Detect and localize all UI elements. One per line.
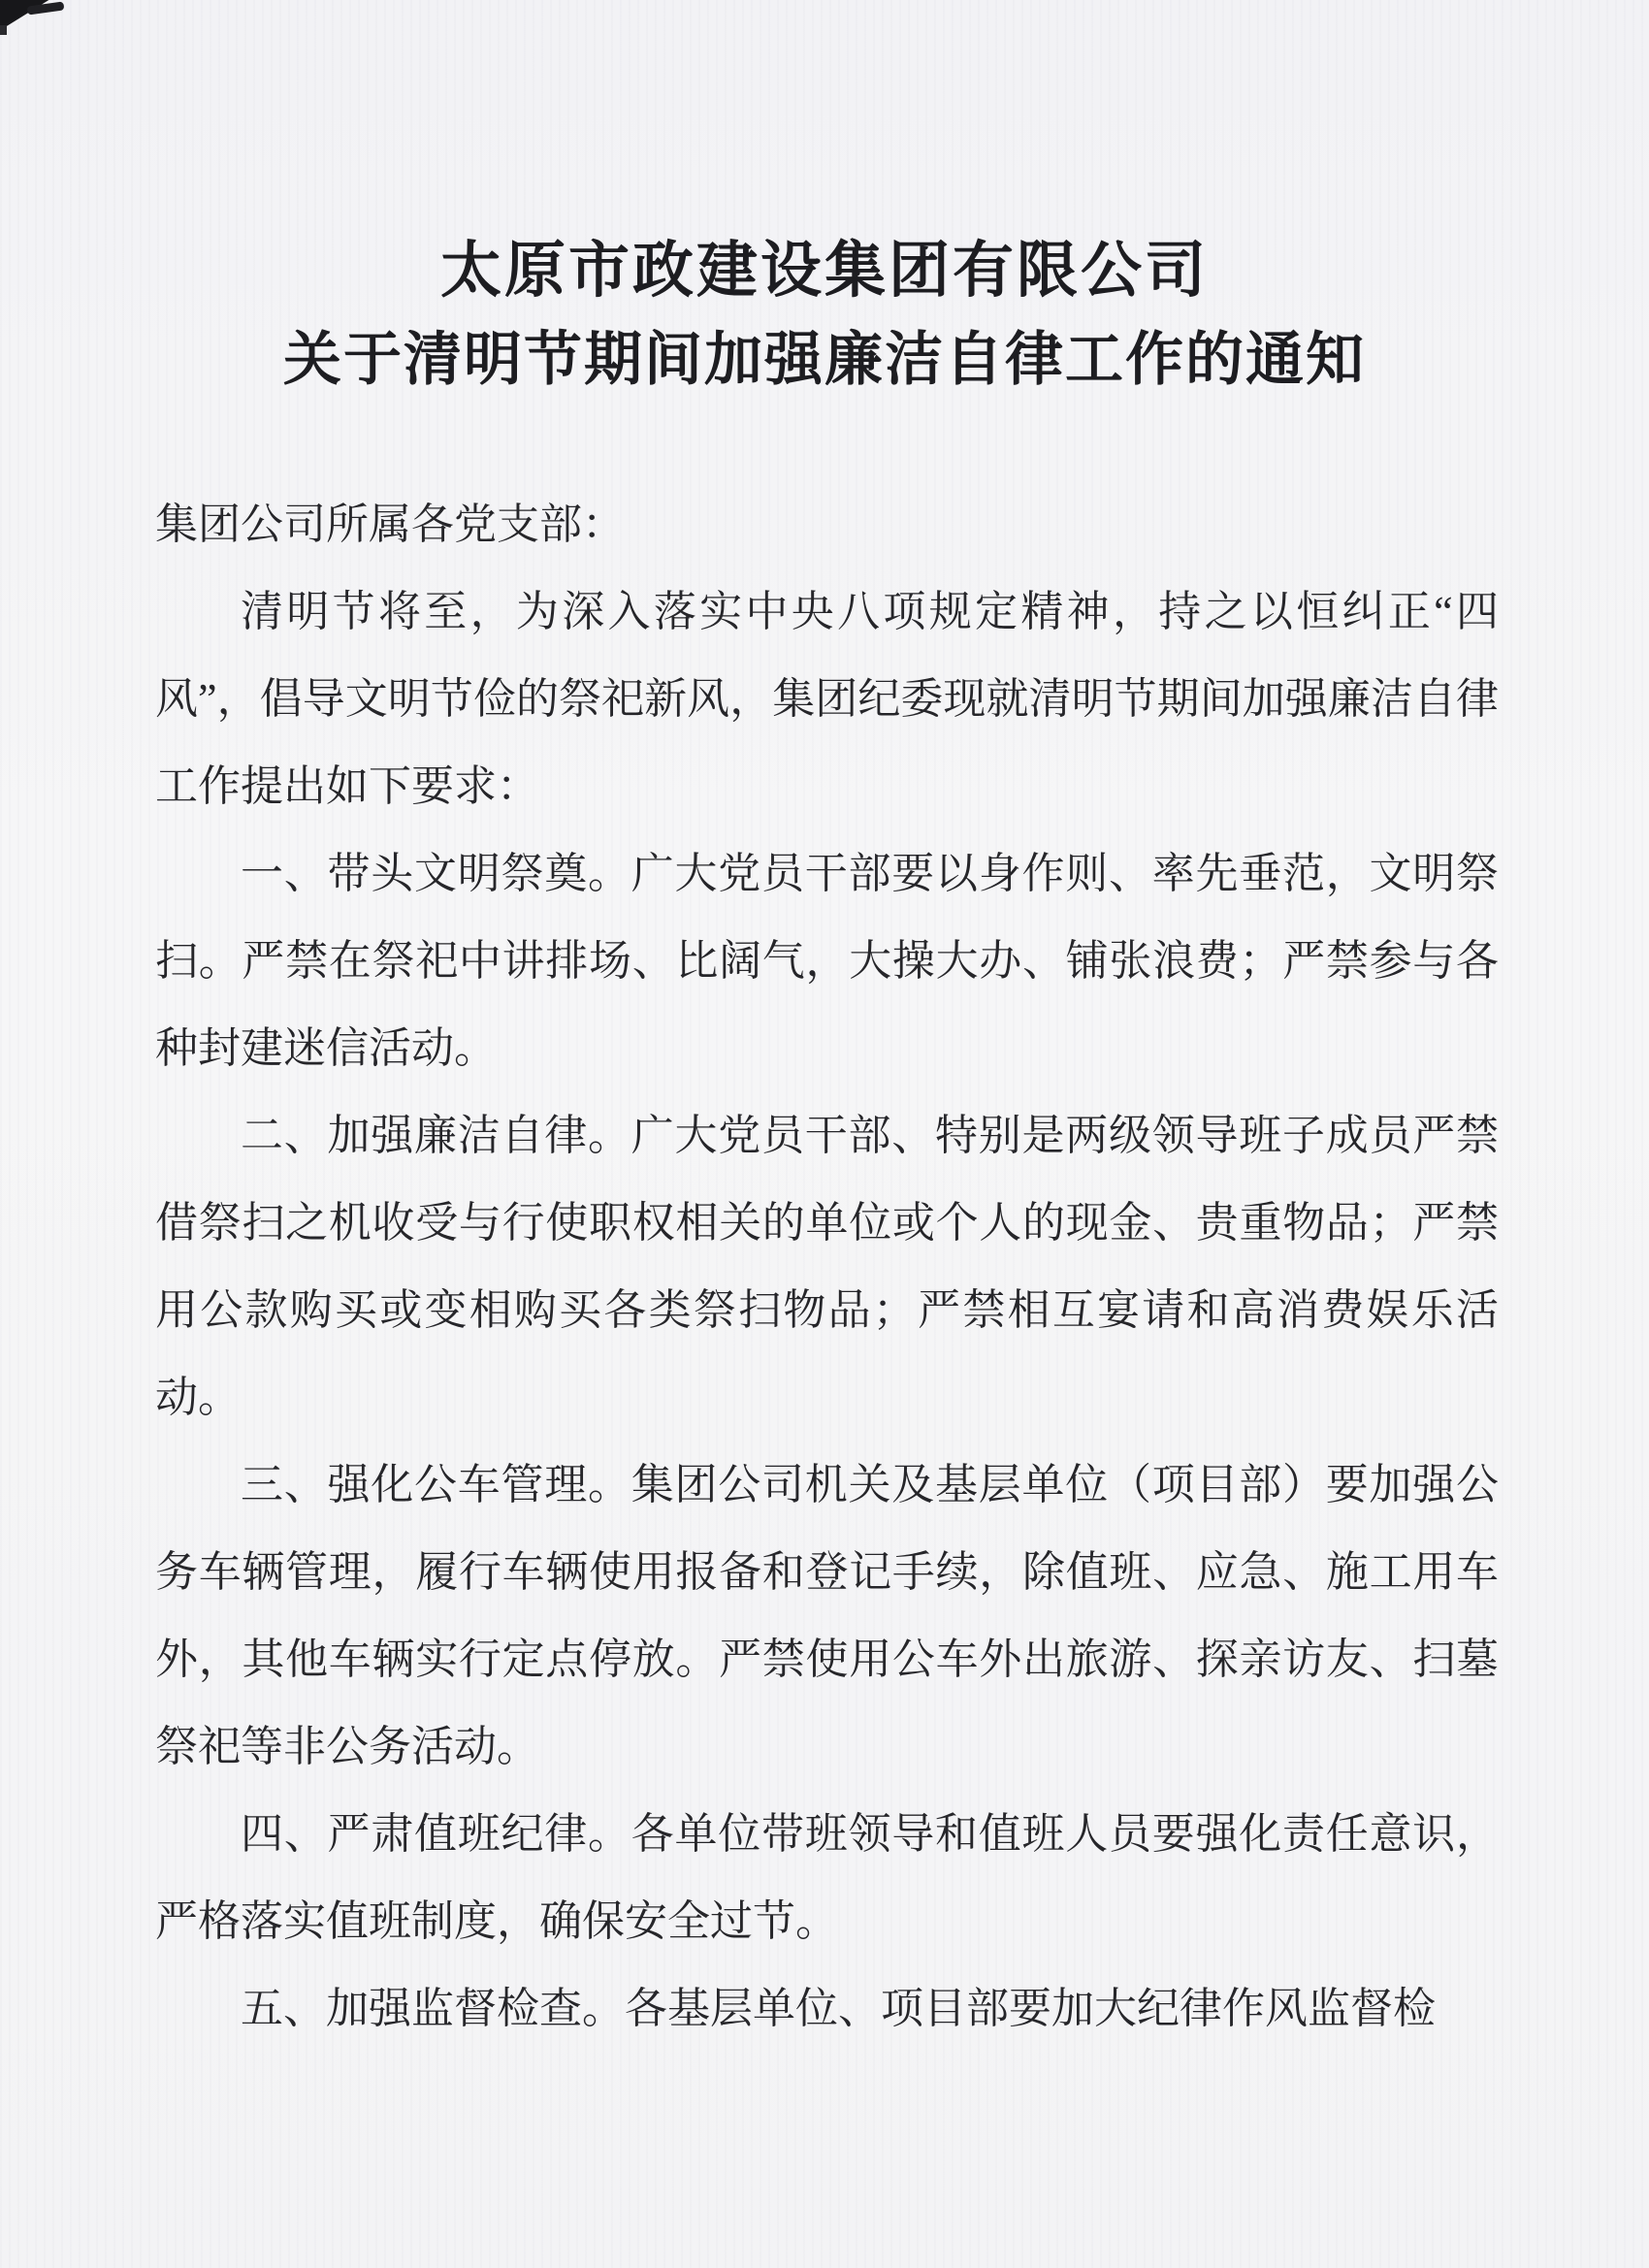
document-title-block — [0, 0, 1649, 392]
paragraph-intro: 清明节将至，为深入落实中央八项规定精神，持之以恒纠正“四风”，倡导文明节俭的祭祀新风，集团纪委现就清明节期间加强廉洁自律工作提出如下要求： — [155, 588, 1499, 810]
document-title-subject: 关于清明节期间加强廉洁自律工作的通知 — [283, 328, 1366, 392]
scan-artifact-dot — [0, 25, 7, 35]
paragraph-item-2: 二、加强廉洁自律。广大党员干部、特别是两级领导班子成员严禁借祭扫之机收受与行使职权相关的单位或个人的现金、贵重物品；严禁用公款购买或变相购买各类祭扫物品；严禁相互宴请和高消费娱乐活动。 — [155, 1112, 1499, 1421]
paragraph-item-5: 五、加强监督检查。各基层单位、项目部要加大纪律作风监督检 — [241, 1985, 1436, 2032]
paragraph-item-4: 四、严肃值班纪律。各单位带班领导和值班人员要强化责任意识，严格落实值班制度，确保安全过节。 — [155, 1810, 1499, 1945]
document-body — [155, 481, 1499, 2053]
salutation-line: 集团公司所属各党支部： — [155, 501, 625, 548]
document-title-company: 太原市政建设集团有限公司 — [440, 237, 1209, 305]
paragraph-item-3: 三、强化公车管理。集团公司机关及基层单位（项目部）要加强公务车辆管理，履行车辆使用报备和登记手续，除值班、应急、施工用车外，其他车辆实行定点停放。严禁使用公车外出旅游、探亲访友、扫墓祭祀等非公务活动。 — [155, 1461, 1499, 1770]
paragraph-item-1: 一、带头文明祭奠。广大党员干部要以身作则、率先垂范，文明祭扫。严禁在祭祀中讲排场、比阔气，大操大办、铺张浪费；严禁参与各种封建迷信活动。 — [155, 850, 1499, 1072]
